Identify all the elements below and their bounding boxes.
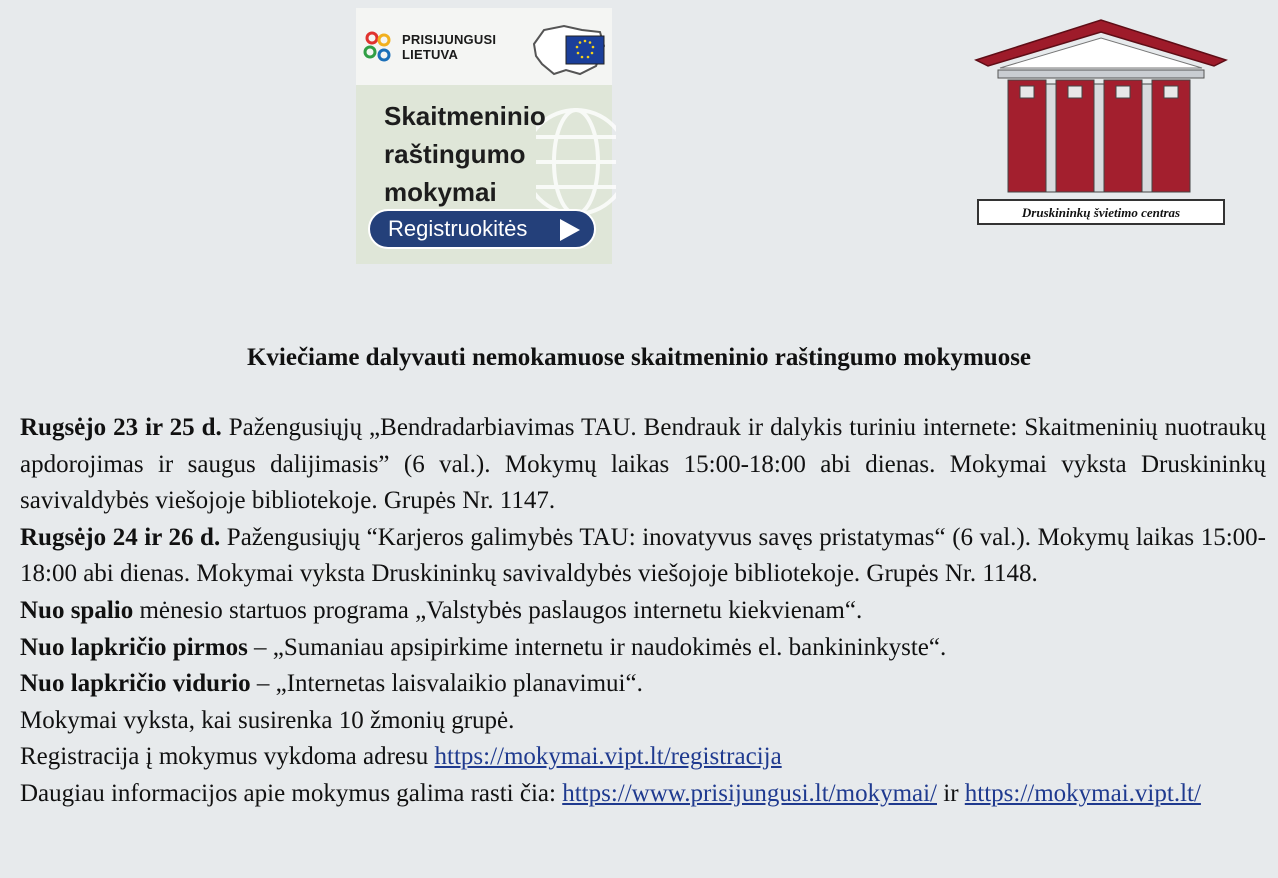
paragraph-text: Registracija į mokymus vykdoma adresu bbox=[20, 743, 435, 771]
prisijungusi-logo-icon bbox=[362, 30, 394, 64]
register-button[interactable] bbox=[368, 209, 596, 249]
banner-title-line-2: raštingumo bbox=[384, 139, 526, 169]
druskininkai-education-centre-logo bbox=[970, 16, 1232, 228]
paragraph-group-size: Mokymai vyksta, kai susirenka 10 žmonių grupė. bbox=[20, 706, 515, 734]
date-label: Nuo lapkričio pirmos bbox=[20, 633, 248, 661]
brand-name bbox=[402, 32, 496, 62]
banner-title-line-1: Skaitmeninio bbox=[384, 101, 546, 131]
paragraph-text: Pažengusiųjų „Bendradarbiavimas TAU. Bendrauk ir dalykis turiniu internete: Skaitmeninių nuotraukų apdorojimas ir saugus dalijimasis” (6 val.). Mokymų laikas 15:00-18:00 abi dienas. Mokymai vyksta Druskininkų savivaldybės viešojoje bibliotekoje. Grupės Nr. 1147. bbox=[20, 414, 1266, 515]
banner-title-line-3: mokymai bbox=[384, 177, 497, 207]
globe-icon bbox=[536, 97, 616, 227]
logo-label: Druskininkų švietimo centras bbox=[1021, 205, 1181, 220]
paragraph-text: Pažengusiųjų “Karjeros galimybės TAU: inovatyvus savęs pristatymas“ (6 val.). Mokymų laikas 15:00-18:00 abi dienas. Mokymai vyksta Druskininkų savivaldybės viešojoje bibliotekoje. Grupės Nr. 1148. bbox=[20, 523, 1266, 588]
registration-link[interactable]: https://mokymai.vipt.lt/registracija bbox=[434, 743, 782, 771]
paragraph-november-mid bbox=[20, 666, 1266, 703]
register-button-label: Registruokitės bbox=[388, 216, 528, 241]
paragraph-october bbox=[20, 593, 1266, 630]
brand-line-1: PRISIJUNGUSI bbox=[402, 32, 497, 47]
paragraph-text: – „Sumaniau apsipirkime internetu ir naudokimės el. bankininkyste“. bbox=[247, 633, 947, 661]
lithuania-map-eu-flag-icon bbox=[530, 22, 608, 78]
play-triangle-icon bbox=[560, 219, 580, 241]
paragraph-more-info bbox=[20, 776, 1266, 813]
paragraph-registration bbox=[20, 739, 1266, 776]
paragraph-sept-23-25 bbox=[20, 410, 1266, 520]
brand-line-2: LIETUVA bbox=[402, 47, 459, 62]
date-label: Rugsėjo 23 ir 25 d. bbox=[20, 414, 222, 441]
paragraph-sept-24-26 bbox=[20, 520, 1266, 593]
paragraph-text: Daugiau informacijos apie mokymus galima rasti čia: bbox=[20, 779, 563, 807]
banner-body bbox=[356, 85, 612, 264]
digital-literacy-banner[interactable] bbox=[356, 8, 612, 264]
prisijungusi-link[interactable]: https://www.prisijungusi.lt/mokymai/ bbox=[562, 779, 937, 807]
announcement-body bbox=[20, 410, 1266, 813]
building-books-icon bbox=[970, 16, 1232, 228]
date-label: Nuo spalio bbox=[20, 596, 134, 624]
date-label: Nuo lapkričio vidurio bbox=[20, 670, 251, 698]
date-label: Rugsėjo 24 ir 26 d. bbox=[20, 523, 221, 551]
paragraph-text: mėnesio startuos programa „Valstybės paslaugos internetu kiekvienam“. bbox=[133, 596, 863, 624]
banner-header bbox=[356, 8, 612, 85]
paragraph-november-first bbox=[20, 630, 1266, 667]
page-heading: Kviečiame dalyvauti nemokamuose skaitmeninio raštingumo mokymuose bbox=[246, 344, 1032, 371]
paragraph-text: – „Internetas laisvalaikio planavimui“. bbox=[250, 670, 643, 698]
vipt-link[interactable]: https://mokymai.vipt.lt/ bbox=[964, 779, 1201, 807]
conjunction-text: ir bbox=[937, 779, 965, 807]
banner-title bbox=[384, 97, 546, 211]
